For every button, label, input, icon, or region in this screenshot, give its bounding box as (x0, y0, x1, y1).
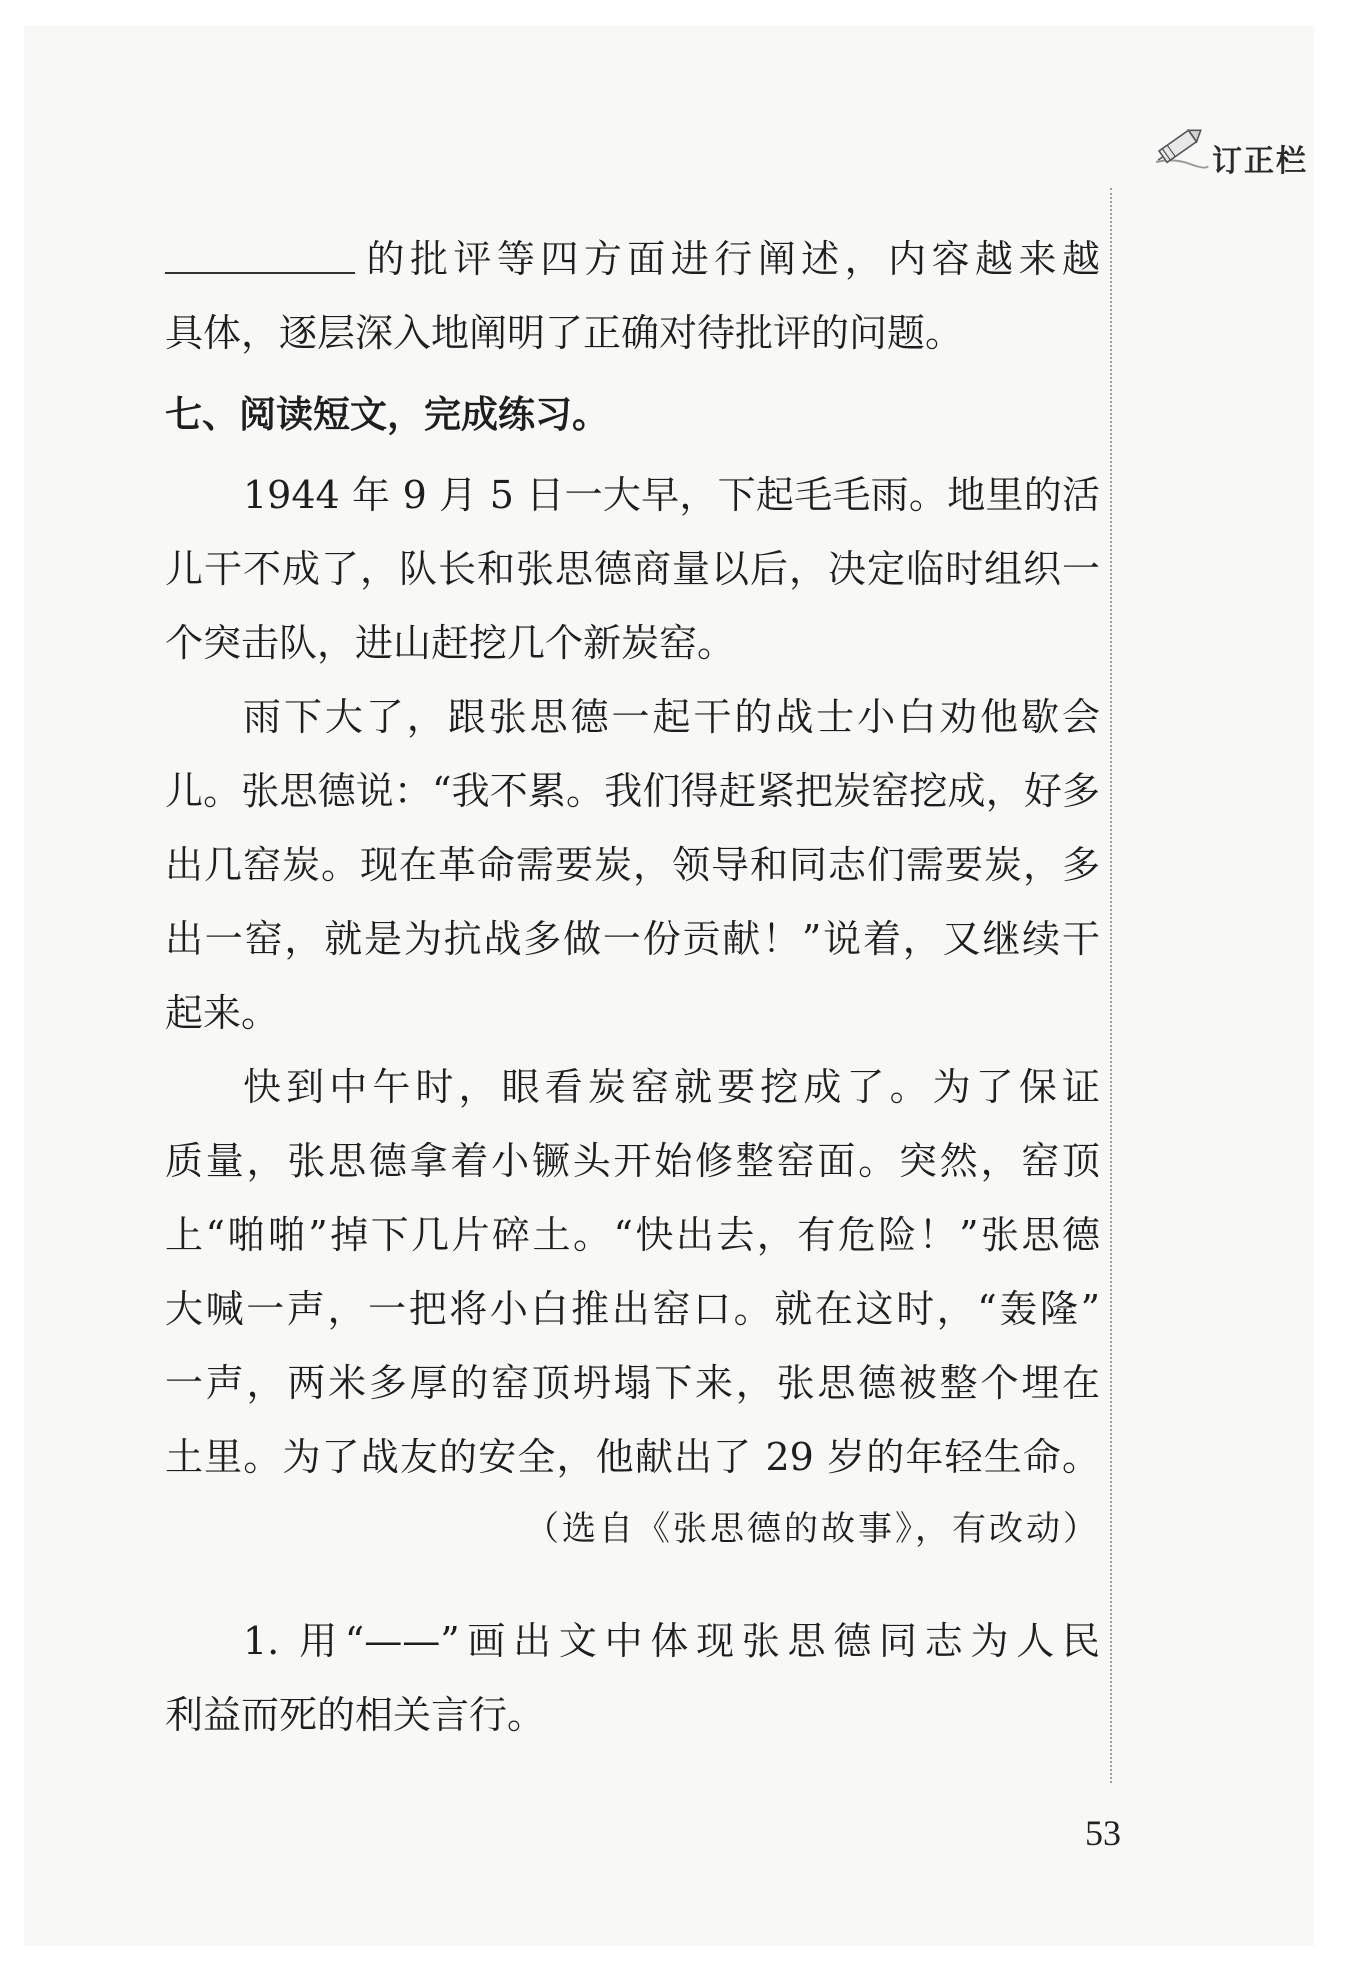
passage-source: （选自《张思德的故事》，有改动） (525, 1509, 1100, 1549)
passage-line: 起来。 (165, 991, 280, 1035)
passage-line: 1944 年 9 月 5 日一大早，下起毛毛雨。地里的活 (243, 473, 1100, 517)
answer-blank[interactable] (165, 232, 355, 274)
margin-divider (1110, 188, 1112, 1783)
passage-line: 个突击队，进山赶挖几个新炭窑。 (165, 621, 736, 665)
passage-line: 儿干不成了，队长和张思德商量以后，决定临时组织一 (165, 547, 1100, 591)
passage-line: 儿。张思德说：“我不累。我们得赶紧把炭窑挖成，好多 (165, 769, 1100, 813)
question-line: 利益而死的相关言行。 (165, 1693, 546, 1737)
passage-line: 一声，两米多厚的窑顶坍塌下来，张思德被整个埋在 (165, 1361, 1100, 1405)
text-line: 具体，逐层深入地阐明了正确对待批评的问题。 (165, 311, 964, 355)
passage-line: 出几窑炭。现在革命需要炭，领导和同志们需要炭，多 (165, 843, 1100, 887)
pencil-icon (1150, 118, 1210, 176)
question-line: 1. 用“——”画出文中体现张思德同志为人民 (243, 1619, 1100, 1663)
passage-line: 快到中午时，眼看炭窑就要挖成了。为了保证 (243, 1065, 1100, 1109)
passage-line: 大喊一声，一把将小白推出窑口。就在这时，“轰隆” (165, 1287, 1100, 1331)
passage-line: 出一窑，就是为抗战多做一份贡献！”说着，又继续干 (165, 917, 1100, 961)
page-number: 53 (1085, 1813, 1121, 1853)
text-line: 的批评等四方面进行阐述，内容越来越 (165, 222, 1100, 296)
main-text (165, 222, 1100, 1752)
passage-line: 雨下大了，跟张思德一起干的战士小白劝他歇会 (243, 695, 1100, 739)
passage-line: 上“啪啪”掉下几片碎土。“快出去，有危险！”张思德 (165, 1213, 1100, 1257)
correction-column-label: 订正栏 (1212, 144, 1308, 179)
passage-line: 质量，张思德拿着小镢头开始修整窑面。突然，窑顶 (165, 1139, 1100, 1183)
passage-line: 土里。为了战友的安全，他献出了 29 岁的年轻生命。 (165, 1435, 1100, 1479)
section-heading: 七、阅读短文，完成练习。 (165, 393, 609, 436)
